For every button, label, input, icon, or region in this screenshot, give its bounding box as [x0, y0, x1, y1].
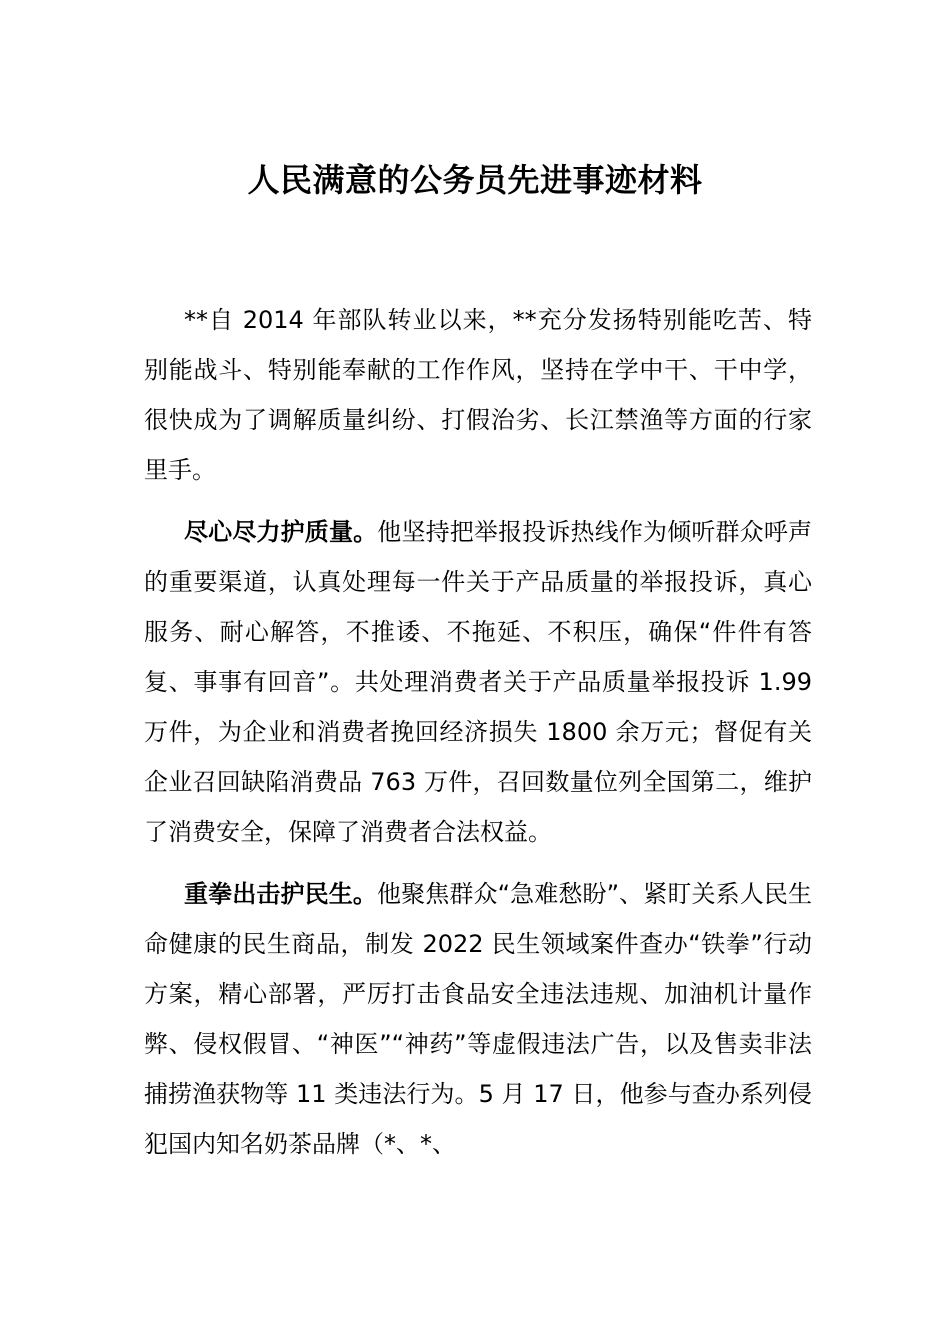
paragraph-text: **自 2014 年部队转业以来，**充分发扬特别能吃苦、特别能战斗、特别能奉献的工作作风，坚持在学中干、干中学，很快成为了调解质量纠纷、打假治劣、长江禁渔等方面的行家里手。	[144, 306, 812, 484]
paragraph-quality	[144, 507, 812, 857]
document-body	[144, 295, 812, 1169]
paragraph-text: 他聚焦群众“急难愁盼”、紧盯关系人民生命健康的民生商品，制发 2022 民生领域案件查办“铁拳”行动方案，精心部署，严厉打击食品安全违法违规、加油机计量作弊、侵权假冒、“神医”“神药”等虚假违法广告，以及售卖非法捕捞渔获物等 11 类违法行为。5 月 17 日，他参与查办系列侵犯国内知名奶茶品牌（*、*、	[144, 880, 812, 1158]
document-title: 人民满意的公务员先进事迹材料	[247, 161, 703, 199]
paragraph-lead: 重拳出击护民生。	[184, 880, 377, 908]
paragraph-text: 他坚持把举报投诉热线作为倾听群众呼声的重要渠道，认真处理每一件关于产品质量的举报投诉，真心服务、耐心解答，不推诿、不拖延、不积压，确保“件件有答复、事事有回音”。共处理消费者关于产品质量举报投诉 1.99 万件，为企业和消费者挽回经济损失 1800 余万元；督促有关企业召回缺陷消费品 763 万件，召回数量位列全国第二，维护了消费安全，保障了消费者合法权益。	[144, 518, 812, 846]
paragraph-lead: 尽心尽力护质量。	[184, 518, 378, 546]
paragraph-livelihood	[144, 869, 812, 1169]
paragraph-intro	[144, 295, 812, 495]
